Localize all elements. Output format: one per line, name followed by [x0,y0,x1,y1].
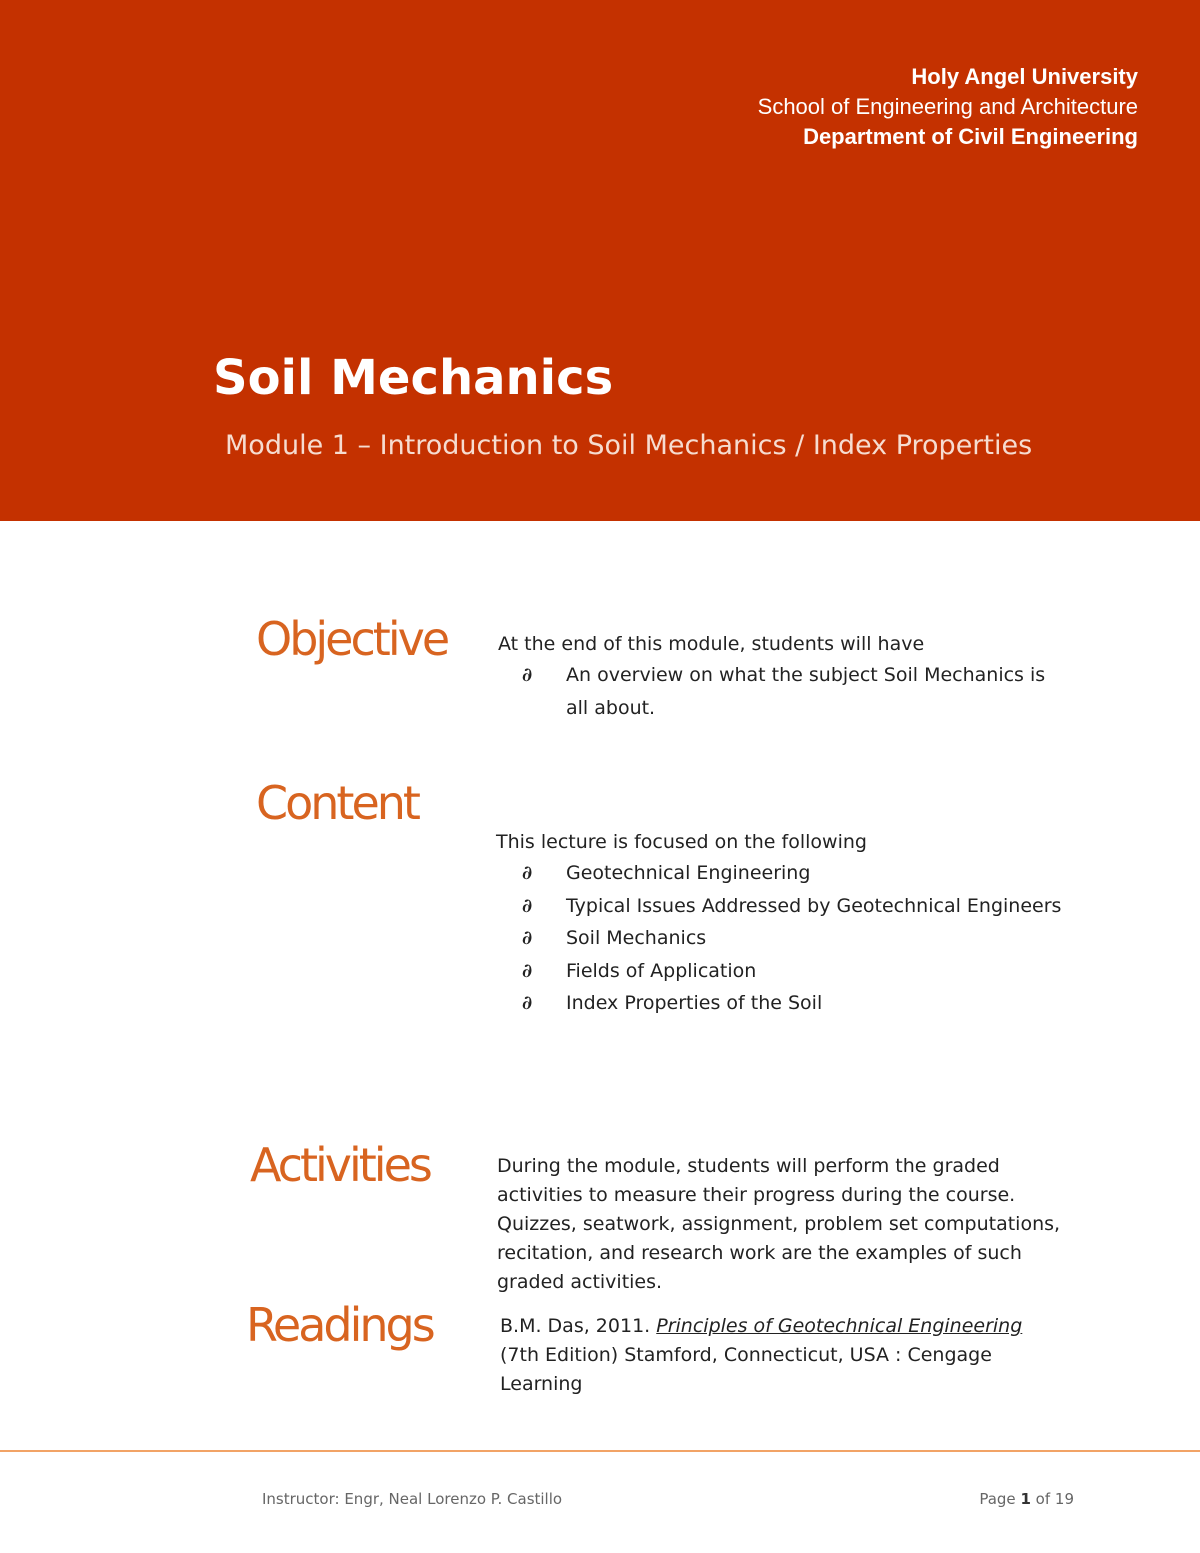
university-name: Holy Angel University [911,64,1138,89]
list-item [522,955,1096,988]
content-item-text: Fields of Application [566,959,757,982]
objective-intro: At the end of this module, students will have [498,633,925,655]
page-indicator [979,1490,1074,1508]
citation-details: (7th Edition) Stamford, Connecticut, USA : Cengage Learning [500,1344,992,1395]
content-item-text: Soil Mechanics [566,927,707,949]
objective-item-text: An overview on what the subject Soil Mechanics is all about. [566,664,1046,719]
content-intro: This lecture is focused on the following [496,831,867,853]
bullet-icon: ∂ [522,992,533,1014]
page-number: 1 [1020,1490,1031,1508]
list-item [522,890,1096,923]
department-name: Department of Civil Engineering [803,124,1138,149]
list-item [522,922,1096,955]
bullet-icon: ∂ [522,664,533,686]
header-banner [0,0,1200,521]
activities-text: During the module, students will perform the graded activities to measure their progress during the course. Quizzes, seatwork, assignment, problem set computations, recitation, and research work are the examples of such graded activities. [497,1155,1061,1293]
page-label: Page [979,1490,1016,1508]
document-title: Soil Mechanics [213,350,614,406]
institution-block [758,62,1138,152]
content-item-text: Geotechnical Engineering [566,862,811,884]
list-item [522,659,1058,725]
page-total: of 19 [1035,1490,1074,1508]
list-item [522,987,1096,1020]
book-title-link[interactable]: Principles of Geotechnical Engineering [656,1315,1023,1337]
bullet-icon: ∂ [522,927,533,949]
citation-author: B.M. Das, 2011. [500,1315,651,1337]
objective-list [522,659,1058,725]
bullet-icon: ∂ [522,959,533,982]
objective-heading: Objective [256,612,448,666]
list-item [522,857,1096,890]
content-heading: Content [256,776,418,830]
content-item-text: Index Properties of the Soil [566,992,823,1014]
content-item-text: Typical Issues Addressed by Geotechnical Engineers [566,894,1062,917]
bullet-icon: ∂ [522,894,533,917]
bullet-icon: ∂ [522,862,533,884]
footer-divider [0,1450,1200,1452]
readings-citation [500,1312,1060,1399]
objective-section [498,630,1058,725]
instructor-credit: Instructor: Engr, Neal Lorenzo P. Castillo [262,1490,563,1508]
readings-heading: Readings [246,1298,433,1352]
content-list [522,857,1096,1020]
activities-heading: Activities [250,1138,430,1192]
content-section [496,828,1096,1020]
document-subtitle: Module 1 – Introduction to Soil Mechanics / Index Properties [225,430,1033,461]
school-name: School of Engineering and Architecture [757,94,1138,119]
